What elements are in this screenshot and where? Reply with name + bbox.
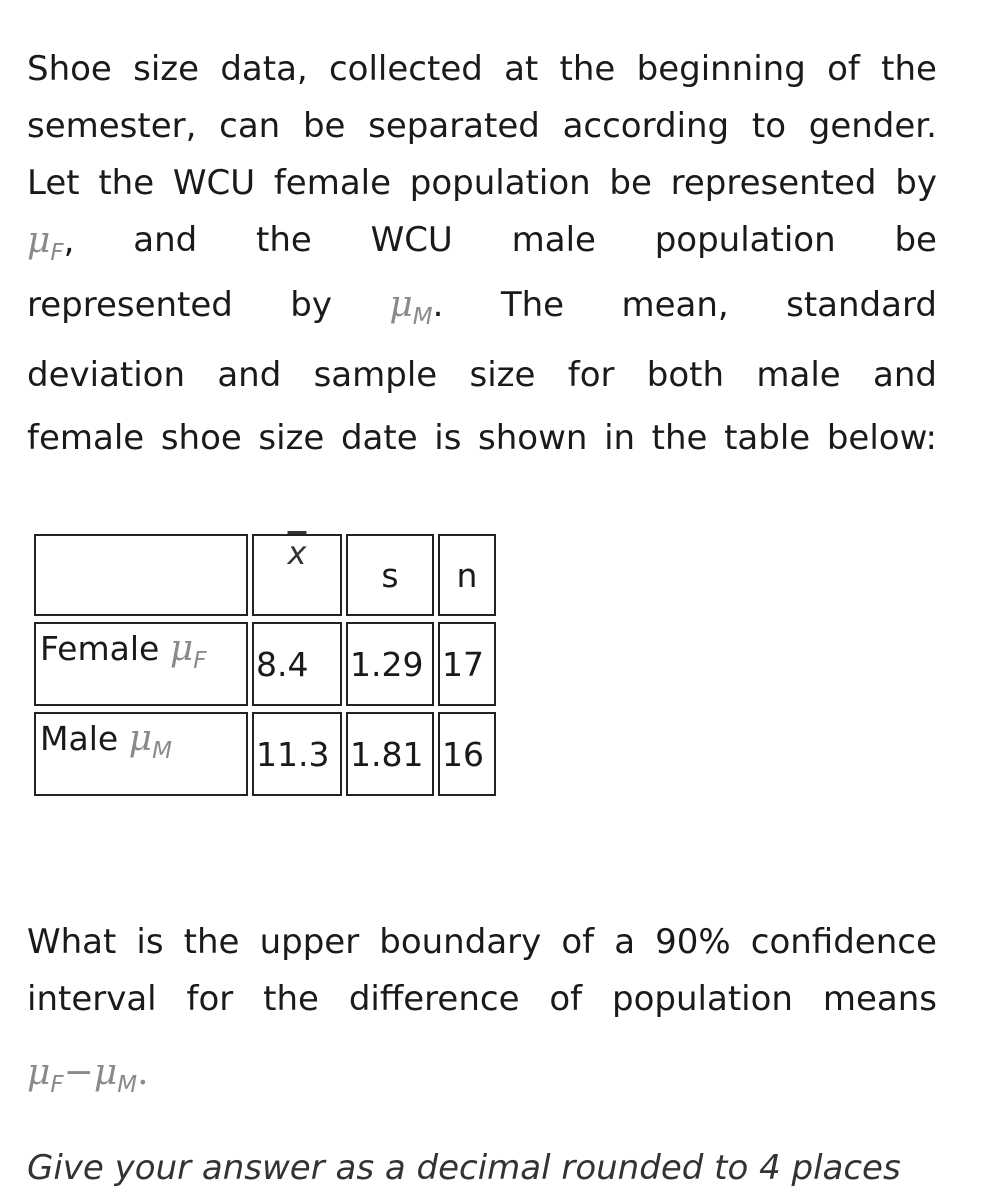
word: Let [27,163,80,203]
word: 90% [655,922,731,962]
word: represented [27,285,233,325]
male-mean: 11.3 [252,712,342,796]
word: population [612,979,793,1019]
word: can [219,106,281,146]
intro-line-7-text [27,410,937,467]
header-blank [34,534,248,616]
word: mean, [621,285,729,325]
table-row [34,712,496,796]
intro-line-7 [27,410,937,467]
word: population [654,220,836,260]
word: collected [328,49,483,89]
word: the [98,163,155,203]
word: table [724,418,811,458]
intro-line-1-text [27,41,937,98]
word: date [340,418,418,458]
word: in [604,418,636,458]
intro-line-2 [27,98,937,155]
header-n: n [438,534,496,616]
row-label-female: Female $\mu_F$ [34,622,248,706]
intro-line-3-text [27,155,937,212]
word: size [133,49,200,89]
mu-f-symbol: $\mu_F$, [27,220,75,266]
header-s: s [346,534,434,616]
word: WCU [370,220,453,260]
word: for [186,979,234,1019]
word: population [409,163,591,203]
intro-line-1 [27,41,937,98]
word: confidence [750,922,937,962]
word: gender. [808,106,937,146]
intro-line-6 [27,340,937,410]
word: and [217,355,282,395]
word: both [646,355,725,395]
word: and [872,355,937,395]
word: is [136,922,164,962]
word: be [894,220,937,260]
word: at [504,49,539,89]
word: of [827,49,860,89]
word: Shoe [27,49,112,89]
word: data, [220,49,308,89]
word: represented [670,163,877,203]
word: size [469,355,536,395]
word: a [614,922,636,962]
word: boundary [379,922,542,962]
word: shoe [160,418,242,458]
intro-line-6-text [27,340,937,410]
answer-instructions: Give your answer as a decimal rounded to 4 places [27,1148,901,1188]
word: the [881,49,937,89]
word: shown [478,418,588,458]
question-line-2-text [27,971,937,1028]
word: be [302,106,346,146]
word: below: [826,418,937,458]
word: of [549,979,583,1019]
word: the [263,979,319,1019]
male-sd: 1.81 [346,712,434,796]
word: of [561,922,595,962]
word: is [434,418,462,458]
word: upper [259,922,360,962]
word: and [133,220,198,260]
mu-m-symbol: $\mu_M$. [389,284,444,330]
word: WCU [172,163,256,203]
word: the [559,49,616,89]
word: separated [368,106,540,146]
table-header-row [34,534,496,616]
word: the [255,220,312,260]
word: to [751,106,787,146]
word: the [651,418,708,458]
question-line-2 [27,971,937,1028]
word: The [500,285,565,325]
intro-paragraph [27,41,937,467]
question-line-1 [27,914,937,971]
word: semester, [27,106,197,146]
stats-table [30,528,500,802]
word: size [258,418,325,458]
word: What [27,922,117,962]
table-row [34,622,496,706]
question-line-1-text [27,914,937,971]
question-paragraph [27,914,937,1118]
word: difference [348,979,520,1019]
female-sd: 1.29 [346,622,434,706]
word: the [183,922,240,962]
word: deviation [27,355,186,395]
word: sample [313,355,438,395]
word: interval [27,979,157,1019]
word: by [290,285,332,325]
intro-line-5 [27,270,937,340]
intro-line-3 [27,155,937,212]
question-formula: $\mu_F-\mu_M$. [27,1052,149,1098]
word: means [822,979,937,1019]
word: for [567,355,615,395]
word: female [273,163,392,203]
word: female [27,418,145,458]
word: standard [786,285,937,325]
word: be [609,163,652,203]
female-mean: 8.4 [252,622,342,706]
xbar-symbol: $\overline{x}$ [287,533,307,572]
intro-line-2-text [27,98,937,155]
intro-line-4 [27,212,937,270]
row-label-male: Male $\mu_M$ [34,712,248,796]
word: male [756,355,841,395]
female-n: 17 [438,622,496,706]
male-n: 16 [438,712,496,796]
header-xbar [252,534,342,616]
word: according [562,106,730,146]
word: male [511,220,596,260]
word: beginning [636,49,806,89]
word: by [895,163,937,203]
